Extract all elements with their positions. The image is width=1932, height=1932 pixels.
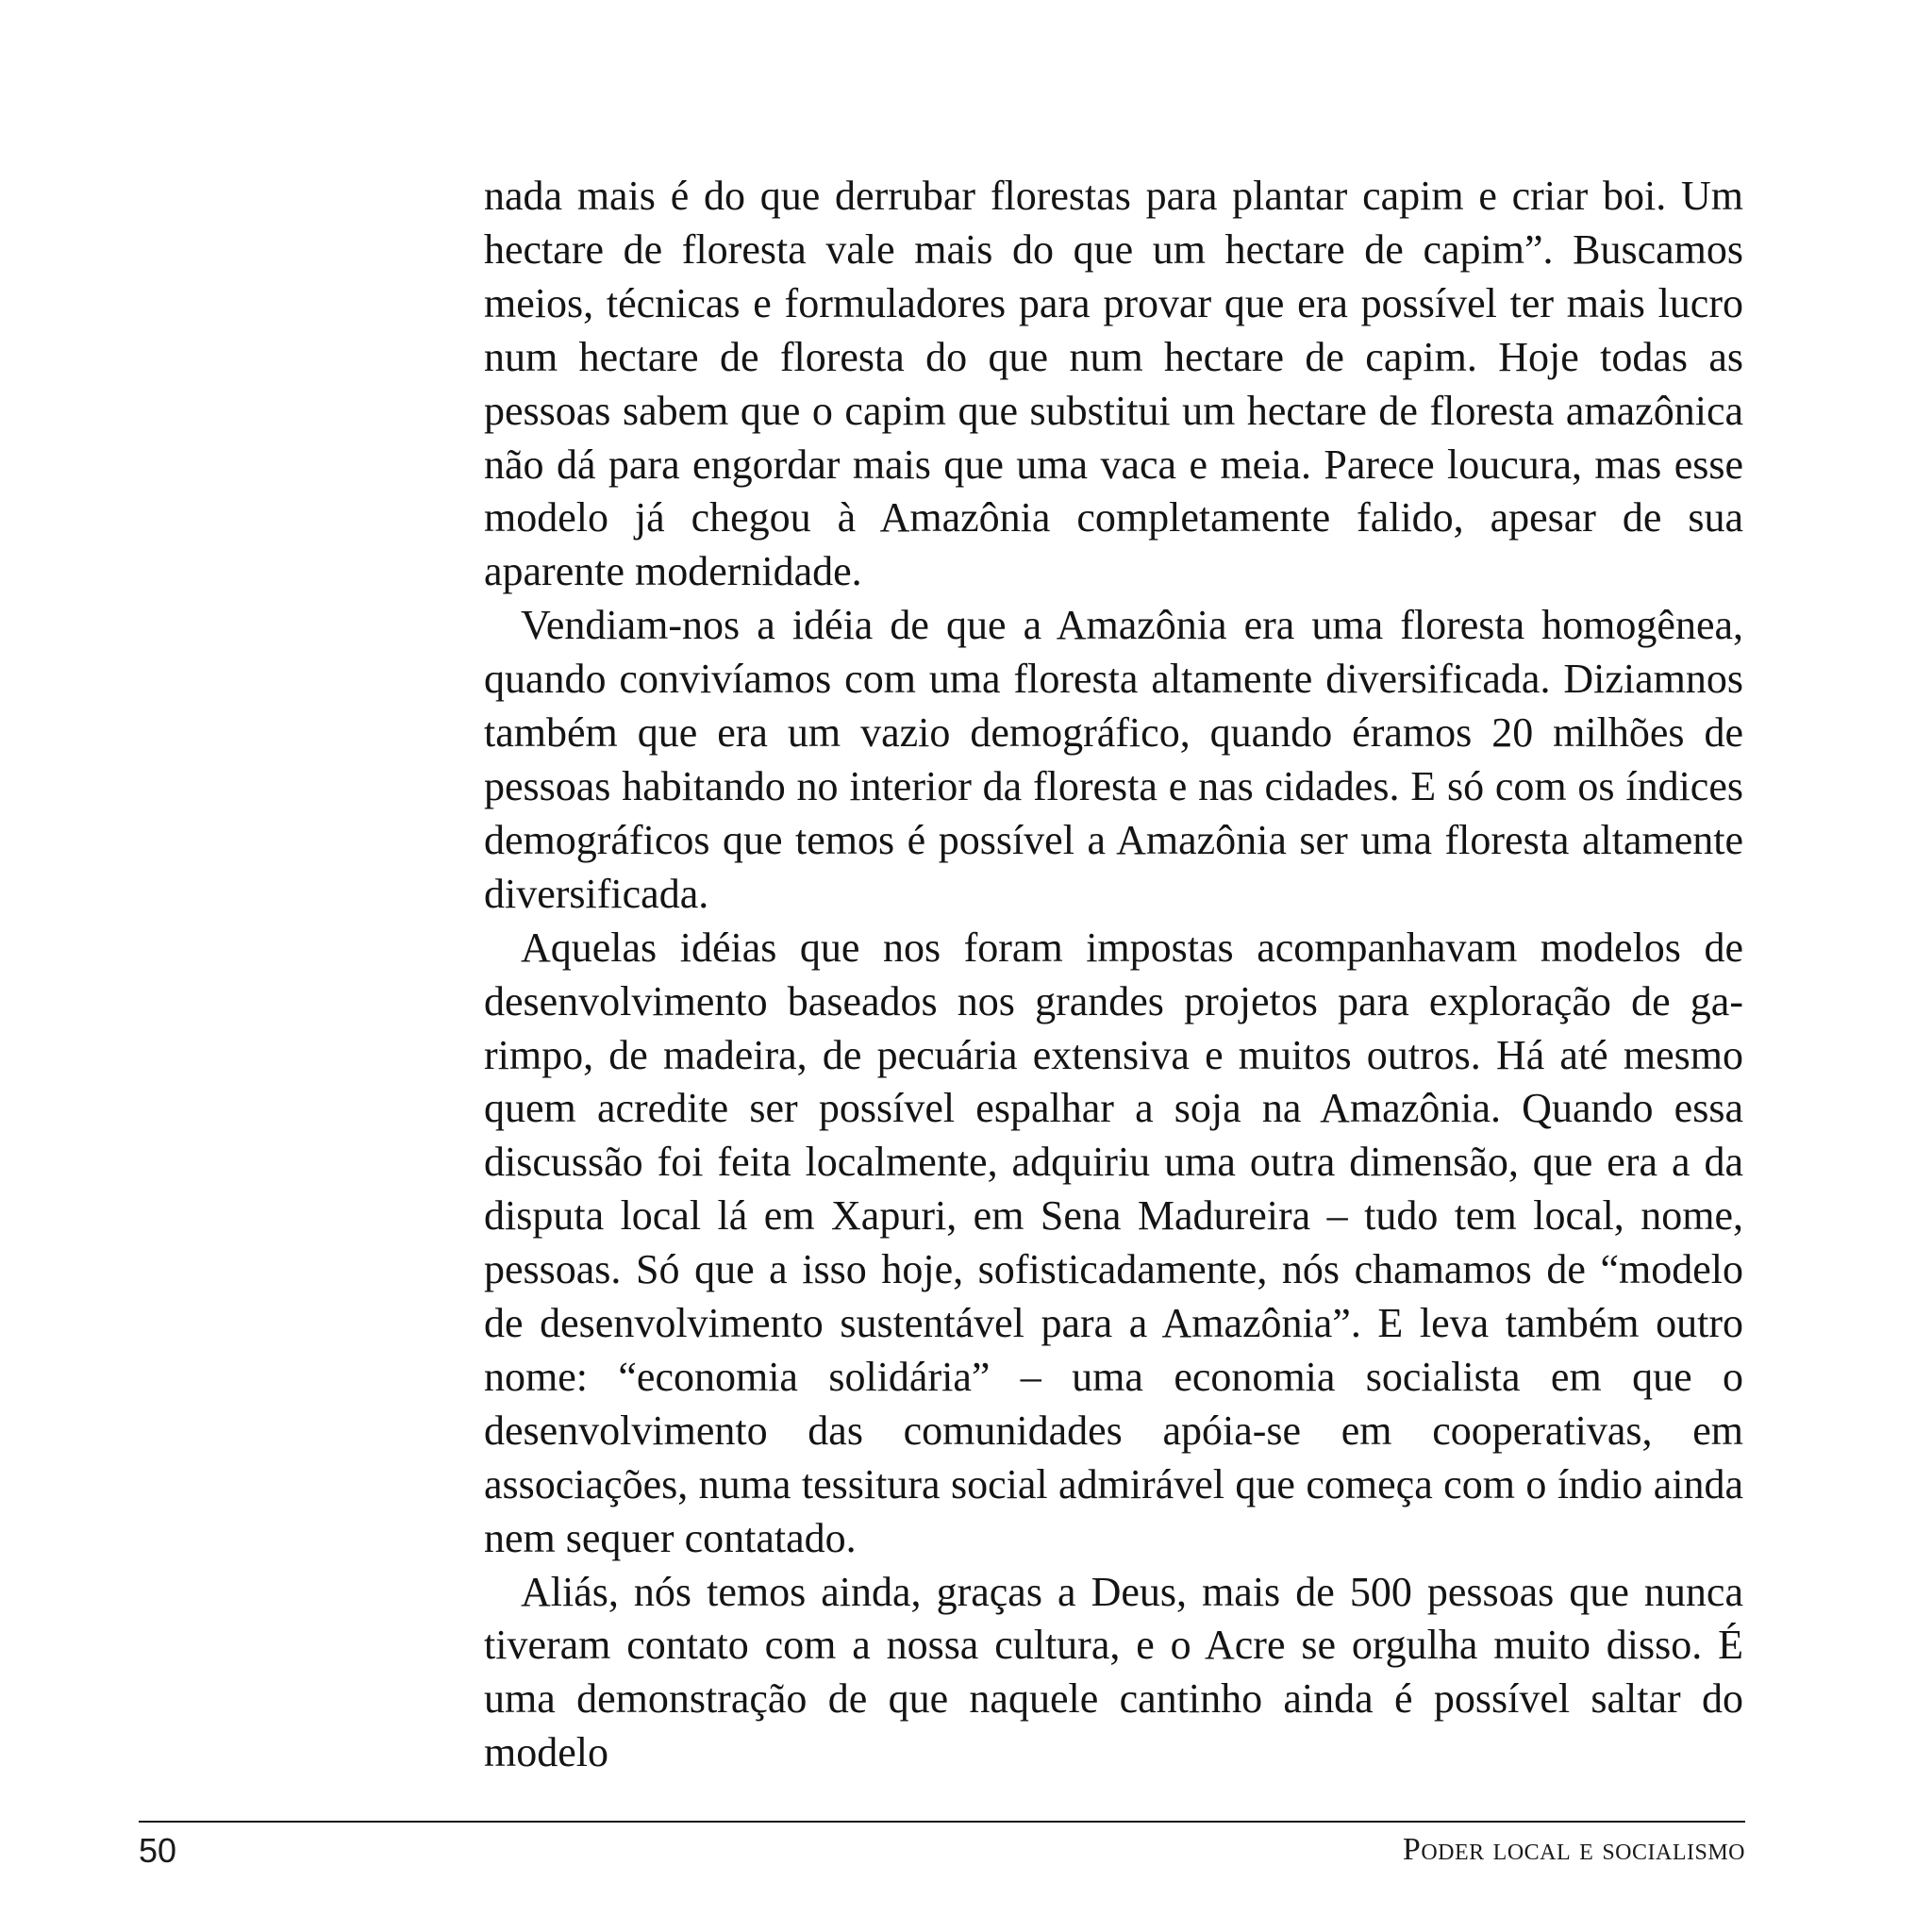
running-title: Poder local e socialismo bbox=[1402, 1832, 1745, 1867]
page-number: 50 bbox=[139, 1831, 177, 1870]
paragraph-2: Vendiam-nos a idéia de que a Amazônia era uma floresta homogênea, quando convivíamos com uma floresta altamente diversificada. Diziamnos também que era um vazio demográfico, quando éramos 20 milhões de pessoas habitando no interior da floresta e nas cidades. E só com os índices demográficos que temos é possível a Amazônia ser uma floresta altamente diversificada. bbox=[484, 602, 1743, 917]
footer-divider bbox=[139, 1821, 1745, 1823]
paragraph-3: Aquelas idéias que nos foram impostas acompanhavam modelos de desenvolvimento baseados nos grandes projetos para exploração de garimpo, de madeira, de pecuária extensiva e muitos outros. Há até mesmo quem acredite ser possível espalhar a soja na Amazônia. Quando essa discussão foi feita localmente, adquiriu uma outra dimensão, que era a da disputa local lá em Xapuri, em Sena Madureira – tudo tem local, nome, pessoas. Só que a isso hoje, sofisticadamente, nós chamamos de “modelo de desenvolvimento sustentável para a Amazônia”. E leva também outro nome: “economia solidária” – uma economia socialista em que o desenvolvimento das comunidades apóia-se em cooperativas, em associações, numa tessitura social admirável que começa com o índio ainda nem sequer contatado. bbox=[484, 924, 1743, 1561]
paragraph-1: nada mais é do que derrubar florestas para plantar capim e criar boi. Um hectare de floresta vale mais do que um hectare de capim”. Buscamos meios, técnicas e formuladores para provar que era possível ter mais lucro num hectare de floresta do que num hectare de capim. Hoje todas as pessoas sabem que o capim que substitui um hectare de floresta amazônica não dá para engordar mais que uma vaca e meia. Parece loucura, mas esse modelo já chegou à Amazônia completamente falido, apesar de sua aparente modernidade. bbox=[484, 173, 1743, 595]
body-text bbox=[484, 170, 1743, 1780]
paragraph-4: Aliás, nós temos ainda, graças a Deus, mais de 500 pessoas que nunca tiveram contato com a nossa cultura, e o Acre se orgulha muito disso. É uma demonstração de que naquele cantinho ainda é possível saltar do modelo bbox=[484, 1568, 1743, 1776]
